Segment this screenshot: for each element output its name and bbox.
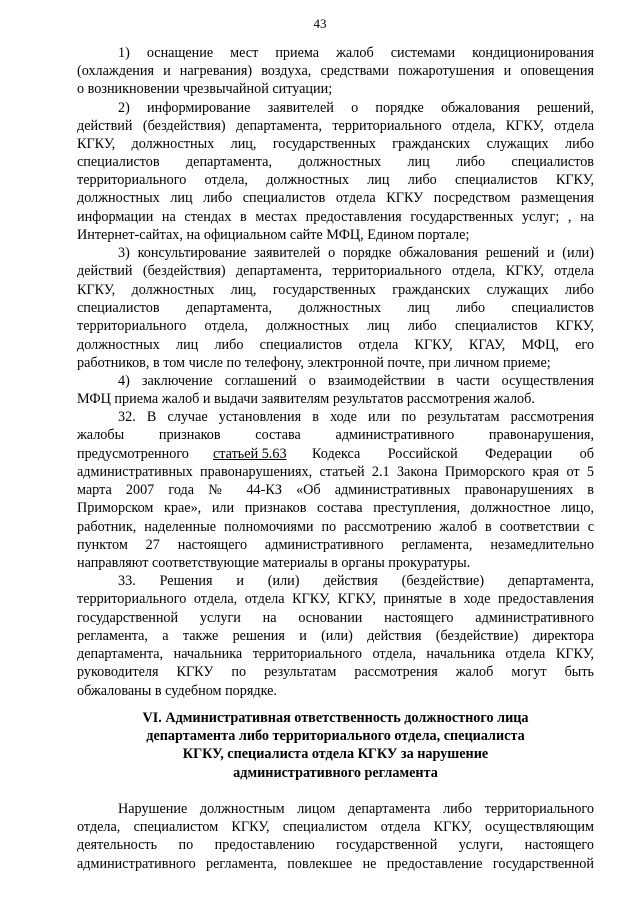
text-line: руководителя КГКУ по результатам рассмотрения жалоб могут быть [77,664,594,680]
text-line: 3) консультирование заявителей о порядке обжалования решений и (или) [118,245,594,261]
text-line: марта 2007 года № 44-КЗ «Об административных правонарушениях в [77,482,594,498]
text-line: Нарушение должностным лицом департамента либо территориального [118,801,594,817]
text-line: территориального отдела, должностных лиц либо специалистов КГКУ, [77,318,594,334]
text-line: территориального отдела, отдела КГКУ, КГКУ, принятые в ходе предоставления [77,591,594,607]
text-line: (охлаждения и нагревания) воздуха, средствами пожаротушения и оповещения [77,63,594,79]
text-line: жалобы признаков состава административного правонарушения, [77,427,594,443]
text-line: действий (бездействия) департамента, территориального отдела, КГКУ, отдела [77,118,594,134]
text-line: специалистов департамента, должностных лиц либо специалистов [77,154,594,170]
text-line: о возникновении чрезвычайной ситуации; [77,81,333,97]
text-line: Приморском крае», или признаков состава преступления, должностное лицо, [77,500,594,516]
section-heading-line: КГКУ, специалиста отдела КГКУ за нарушение [182,746,489,762]
text-line: действий (бездействия) департамента, территориального отдела, КГКУ, отдела [77,263,594,279]
text-line: работник, наделенные полномочиями по рассмотрению жалоб в соответствии с [77,519,594,535]
text-line: деятельность по предоставлению государственной услуги, настоящего [77,837,594,853]
text-line: должностных лиц либо специалистов отдела КГКУ, КГАУ, МФЦ, его [77,337,594,353]
text-line: регламента, а также решения и (или) действия (бездействие) директора [77,628,594,644]
text-line: государственной услуги на основании настоящего административного [77,610,594,626]
text-line: работников, в том числе по телефону, электронной почте, при личном приеме; [77,355,551,371]
text-line: административных правонарушениях, статьей 2.1 Закона Приморского края от 5 [77,464,594,480]
law-article-link[interactable]: статьей 5.63 [213,446,287,462]
text-line: территориального отдела, должностных лиц либо специалистов КГКУ, [77,172,594,188]
text-line: должностных лиц либо специалистов отдела КГКУ посредством размещения [77,190,594,206]
text-line: специалистов департамента, должностных лиц либо специалистов [77,300,594,316]
text-line: отдела, специалистом КГКУ, специалистом отдела КГКУ, осуществляющим [77,819,594,835]
text-line: направляют соответствующие материалы в органы прокуратуры. [77,555,471,571]
text-line: МФЦ приема жалоб и выдачи заявителям результатов рассмотрения жалоб. [77,391,535,407]
text-line: 2) информирование заявителей о порядке обжалования решений, [118,100,594,116]
section-heading-line: VI. Административная ответственность должностного лица [142,710,529,726]
text-line: Интернет-сайтах, на официальном сайте МФЦ, Едином портале; [77,227,470,243]
text-line: КГКУ, должностных лиц, государственных гражданских служащих либо [77,282,594,298]
text-line-with-link [77,445,594,464]
text-fragment: Кодекса Российской Федерации об [312,446,594,462]
text-line: административного регламента, повлекшее не предоставление государственной [77,856,594,872]
text-line: 1) оснащение мест приема жалоб системами кондиционирования [118,45,594,61]
text-fragment: предусмотренного [77,446,189,462]
text-line: 32. В случае установления в ходе или по результатам рассмотрения [118,409,594,425]
text-line: обжалованы в судебном порядке. [77,683,277,699]
text-line: 4) заключение соглашений о взаимодействии в части осуществления [118,373,594,389]
text-line: департамента, начальника территориального отдела, начальника отдела КГКУ, [77,646,594,662]
page-number: 43 [313,16,327,31]
text-line: 33. Решения и (или) действия (бездействие) департамента, [118,573,594,589]
section-heading-line: административного регламента [233,765,438,781]
text-line: пунктом 27 настоящего административного регламента, незамедлительно [77,537,594,553]
section-heading-line: департамента либо территориального отдела, специалиста [146,728,525,744]
text-line: информации на стендах в местах предоставления государственных услуг; , на [77,209,594,225]
text-line: КГКУ, должностных лиц, государственных гражданских служащих либо [77,136,594,152]
